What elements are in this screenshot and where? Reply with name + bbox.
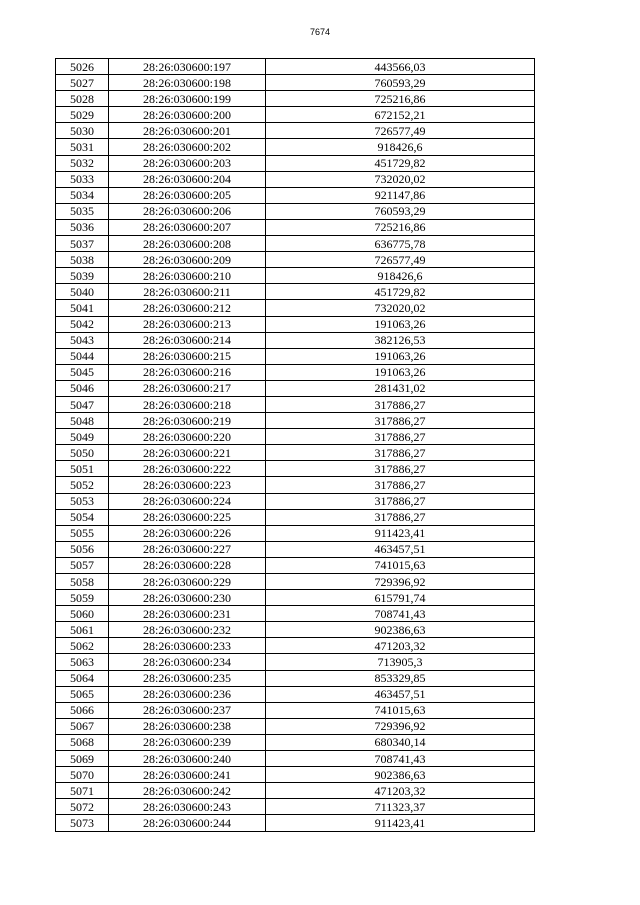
row-number-cell: 5051: [56, 461, 109, 477]
table-body: [56, 59, 535, 832]
row-number-cell: 5038: [56, 252, 109, 268]
row-number-cell: 5044: [56, 348, 109, 364]
row-number-cell: 5062: [56, 638, 109, 654]
cadastral-value-cell: 918426,6: [266, 139, 535, 155]
cadastral-number-cell: 28:26:030600:226: [109, 525, 266, 541]
cadastral-value-cell: 317886,27: [266, 493, 535, 509]
cadastral-value-cell: 281431,02: [266, 380, 535, 396]
row-number-cell: 5047: [56, 396, 109, 412]
table-row: [56, 429, 535, 445]
cadastral-value-cell: 729396,92: [266, 718, 535, 734]
cadastral-number-cell: 28:26:030600:242: [109, 783, 266, 799]
cadastral-value-cell: 708741,43: [266, 751, 535, 767]
cadastral-number-cell: 28:26:030600:228: [109, 557, 266, 573]
table-row: [56, 557, 535, 573]
cadastral-number-cell: 28:26:030600:241: [109, 767, 266, 783]
row-number-cell: 5027: [56, 75, 109, 91]
table-row: [56, 236, 535, 252]
cadastral-number-cell: 28:26:030600:232: [109, 622, 266, 638]
cadastral-number-cell: 28:26:030600:198: [109, 75, 266, 91]
cadastral-number-cell: 28:26:030600:225: [109, 509, 266, 525]
table-row: [56, 461, 535, 477]
row-number-cell: 5029: [56, 107, 109, 123]
row-number-cell: 5055: [56, 525, 109, 541]
cadastral-value-cell: 672152,21: [266, 107, 535, 123]
cadastral-number-cell: 28:26:030600:229: [109, 574, 266, 590]
cadastral-value-table: [55, 58, 535, 832]
cadastral-value-cell: 726577,49: [266, 252, 535, 268]
row-number-cell: 5042: [56, 316, 109, 332]
row-number-cell: 5049: [56, 429, 109, 445]
page-number: 7674: [309, 27, 331, 37]
cadastral-value-cell: 902386,63: [266, 767, 535, 783]
table-row: [56, 606, 535, 622]
row-number-cell: 5070: [56, 767, 109, 783]
table-row: [56, 203, 535, 219]
cadastral-number-cell: 28:26:030600:206: [109, 203, 266, 219]
table-row: [56, 477, 535, 493]
cadastral-number-cell: 28:26:030600:233: [109, 638, 266, 654]
cadastral-number-cell: 28:26:030600:230: [109, 590, 266, 606]
table-row: [56, 332, 535, 348]
row-number-cell: 5032: [56, 155, 109, 171]
cadastral-number-cell: 28:26:030600:214: [109, 332, 266, 348]
table-row: [56, 107, 535, 123]
cadastral-value-cell: 471203,32: [266, 783, 535, 799]
table-row: [56, 574, 535, 590]
row-number-cell: 5067: [56, 718, 109, 734]
table-row: [56, 155, 535, 171]
table-row: [56, 718, 535, 734]
cadastral-number-cell: 28:26:030600:236: [109, 686, 266, 702]
row-number-cell: 5064: [56, 670, 109, 686]
cadastral-value-cell: 191063,26: [266, 348, 535, 364]
cadastral-value-cell: 317886,27: [266, 461, 535, 477]
cadastral-number-cell: 28:26:030600:220: [109, 429, 266, 445]
cadastral-number-cell: 28:26:030600:217: [109, 380, 266, 396]
cadastral-value-cell: 317886,27: [266, 413, 535, 429]
cadastral-number-cell: 28:26:030600:209: [109, 252, 266, 268]
row-number-cell: 5069: [56, 751, 109, 767]
cadastral-value-cell: 741015,63: [266, 702, 535, 718]
table-row: [56, 171, 535, 187]
table-row: [56, 541, 535, 557]
row-number-cell: 5048: [56, 413, 109, 429]
row-number-cell: 5056: [56, 541, 109, 557]
row-number-cell: 5050: [56, 445, 109, 461]
cadastral-number-cell: 28:26:030600:216: [109, 364, 266, 380]
cadastral-value-cell: 451729,82: [266, 284, 535, 300]
table-row: [56, 364, 535, 380]
table-row: [56, 622, 535, 638]
cadastral-value-cell: 760593,29: [266, 203, 535, 219]
cadastral-number-cell: 28:26:030600:215: [109, 348, 266, 364]
cadastral-number-cell: 28:26:030600:239: [109, 734, 266, 750]
cadastral-value-cell: 471203,32: [266, 638, 535, 654]
table-row: [56, 445, 535, 461]
cadastral-value-cell: 382126,53: [266, 332, 535, 348]
row-number-cell: 5035: [56, 203, 109, 219]
cadastral-number-cell: 28:26:030600:237: [109, 702, 266, 718]
cadastral-number-cell: 28:26:030600:208: [109, 236, 266, 252]
row-number-cell: 5065: [56, 686, 109, 702]
table-row: [56, 783, 535, 799]
table-row: [56, 396, 535, 412]
table-row: [56, 670, 535, 686]
row-number-cell: 5031: [56, 139, 109, 155]
cadastral-number-cell: 28:26:030600:201: [109, 123, 266, 139]
cadastral-value-cell: 443566,03: [266, 59, 535, 75]
row-number-cell: 5046: [56, 380, 109, 396]
cadastral-value-cell: 732020,02: [266, 300, 535, 316]
row-number-cell: 5052: [56, 477, 109, 493]
cadastral-value-cell: 911423,41: [266, 815, 535, 831]
cadastral-number-cell: 28:26:030600:199: [109, 91, 266, 107]
cadastral-value-cell: 853329,85: [266, 670, 535, 686]
table-row: [56, 493, 535, 509]
table-row: [56, 413, 535, 429]
cadastral-value-cell: 713905,3: [266, 654, 535, 670]
table-row: [56, 219, 535, 235]
row-number-cell: 5054: [56, 509, 109, 525]
cadastral-number-cell: 28:26:030600:227: [109, 541, 266, 557]
cadastral-number-cell: 28:26:030600:204: [109, 171, 266, 187]
cadastral-value-cell: 680340,14: [266, 734, 535, 750]
cadastral-value-cell: 741015,63: [266, 557, 535, 573]
table-row: [56, 799, 535, 815]
cadastral-value-cell: 902386,63: [266, 622, 535, 638]
row-number-cell: 5059: [56, 590, 109, 606]
row-number-cell: 5037: [56, 236, 109, 252]
cadastral-number-cell: 28:26:030600:213: [109, 316, 266, 332]
table-row: [56, 509, 535, 525]
row-number-cell: 5063: [56, 654, 109, 670]
cadastral-value-cell: 732020,02: [266, 171, 535, 187]
table-row: [56, 252, 535, 268]
row-number-cell: 5041: [56, 300, 109, 316]
table-row: [56, 702, 535, 718]
table-row: [56, 187, 535, 203]
cadastral-number-cell: 28:26:030600:240: [109, 751, 266, 767]
cadastral-number-cell: 28:26:030600:221: [109, 445, 266, 461]
row-number-cell: 5072: [56, 799, 109, 815]
cadastral-value-cell: 911423,41: [266, 525, 535, 541]
cadastral-value-cell: 317886,27: [266, 429, 535, 445]
cadastral-number-cell: 28:26:030600:197: [109, 59, 266, 75]
cadastral-value-cell: 729396,92: [266, 574, 535, 590]
cadastral-value-cell: 726577,49: [266, 123, 535, 139]
row-number-cell: 5039: [56, 268, 109, 284]
row-number-cell: 5057: [56, 557, 109, 573]
row-number-cell: 5068: [56, 734, 109, 750]
cadastral-value-cell: 317886,27: [266, 396, 535, 412]
cadastral-number-cell: 28:26:030600:211: [109, 284, 266, 300]
row-number-cell: 5026: [56, 59, 109, 75]
row-number-cell: 5061: [56, 622, 109, 638]
cadastral-number-cell: 28:26:030600:202: [109, 139, 266, 155]
table-row: [56, 815, 535, 831]
table-row: [56, 300, 535, 316]
table-row: [56, 590, 535, 606]
table-row: [56, 268, 535, 284]
cadastral-number-cell: 28:26:030600:200: [109, 107, 266, 123]
cadastral-value-cell: 711323,37: [266, 799, 535, 815]
cadastral-number-cell: 28:26:030600:234: [109, 654, 266, 670]
table-row: [56, 91, 535, 107]
cadastral-value-cell: 451729,82: [266, 155, 535, 171]
table-row: [56, 525, 535, 541]
cadastral-value-cell: 191063,26: [266, 316, 535, 332]
table-row: [56, 767, 535, 783]
cadastral-value-cell: 317886,27: [266, 477, 535, 493]
cadastral-number-cell: 28:26:030600:244: [109, 815, 266, 831]
table-row: [56, 316, 535, 332]
table-row: [56, 75, 535, 91]
cadastral-number-cell: 28:26:030600:235: [109, 670, 266, 686]
cadastral-number-cell: 28:26:030600:212: [109, 300, 266, 316]
row-number-cell: 5058: [56, 574, 109, 590]
cadastral-value-cell: 317886,27: [266, 509, 535, 525]
cadastral-value-cell: 918426,6: [266, 268, 535, 284]
row-number-cell: 5045: [56, 364, 109, 380]
table-row: [56, 123, 535, 139]
cadastral-number-cell: 28:26:030600:224: [109, 493, 266, 509]
table-row: [56, 751, 535, 767]
row-number-cell: 5036: [56, 219, 109, 235]
cadastral-number-cell: 28:26:030600:222: [109, 461, 266, 477]
cadastral-number-cell: 28:26:030600:218: [109, 396, 266, 412]
cadastral-value-cell: 615791,74: [266, 590, 535, 606]
cadastral-value-cell: 317886,27: [266, 445, 535, 461]
cadastral-value-cell: 708741,43: [266, 606, 535, 622]
table-row: [56, 380, 535, 396]
cadastral-number-cell: 28:26:030600:243: [109, 799, 266, 815]
table-row: [56, 139, 535, 155]
row-number-cell: 5043: [56, 332, 109, 348]
cadastral-number-cell: 28:26:030600:223: [109, 477, 266, 493]
row-number-cell: 5071: [56, 783, 109, 799]
row-number-cell: 5040: [56, 284, 109, 300]
cadastral-value-cell: 725216,86: [266, 91, 535, 107]
table-row: [56, 686, 535, 702]
cadastral-number-cell: 28:26:030600:210: [109, 268, 266, 284]
cadastral-value-cell: 463457,51: [266, 686, 535, 702]
row-number-cell: 5030: [56, 123, 109, 139]
cadastral-value-cell: 725216,86: [266, 219, 535, 235]
table-row: [56, 59, 535, 75]
cadastral-number-cell: 28:26:030600:207: [109, 219, 266, 235]
row-number-cell: 5034: [56, 187, 109, 203]
table-row: [56, 284, 535, 300]
row-number-cell: 5028: [56, 91, 109, 107]
row-number-cell: 5060: [56, 606, 109, 622]
row-number-cell: 5033: [56, 171, 109, 187]
cadastral-number-cell: 28:26:030600:203: [109, 155, 266, 171]
table-row: [56, 654, 535, 670]
cadastral-value-cell: 463457,51: [266, 541, 535, 557]
cadastral-value-cell: 760593,29: [266, 75, 535, 91]
row-number-cell: 5066: [56, 702, 109, 718]
cadastral-value-cell: 921147,86: [266, 187, 535, 203]
cadastral-value-cell: 191063,26: [266, 364, 535, 380]
table-row: [56, 638, 535, 654]
row-number-cell: 5073: [56, 815, 109, 831]
table-row: [56, 734, 535, 750]
cadastral-number-cell: 28:26:030600:238: [109, 718, 266, 734]
table-row: [56, 348, 535, 364]
cadastral-number-cell: 28:26:030600:205: [109, 187, 266, 203]
cadastral-number-cell: 28:26:030600:219: [109, 413, 266, 429]
row-number-cell: 5053: [56, 493, 109, 509]
cadastral-value-cell: 636775,78: [266, 236, 535, 252]
cadastral-number-cell: 28:26:030600:231: [109, 606, 266, 622]
